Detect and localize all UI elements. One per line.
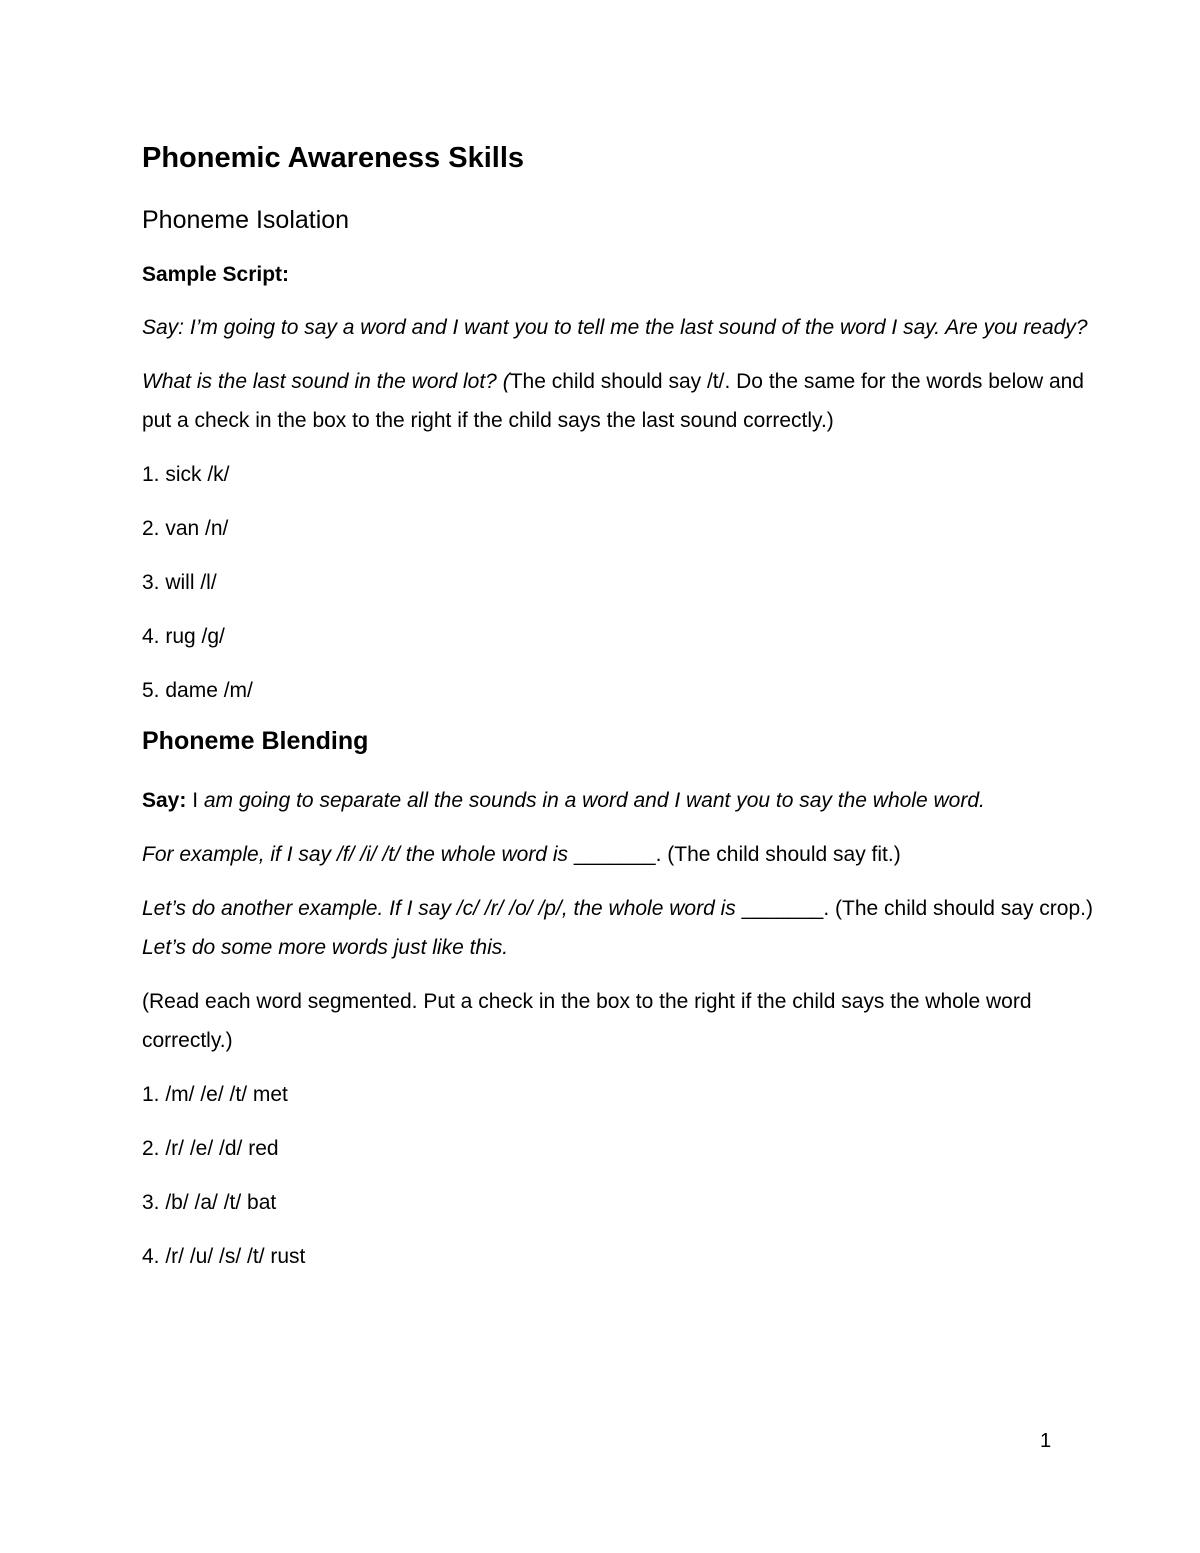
phoneme-blending-heading: Phoneme Blending <box>142 726 369 755</box>
isolation-question-rest: The child should say /t/. Do the same for the words below and put a check in the box to the right if the child says the last sound correctly.) <box>142 369 1084 432</box>
isolation-question-italic: What is the last sound in the word lot? ( <box>142 369 510 393</box>
isolation-word-list <box>142 455 1102 710</box>
document-body <box>142 140 1102 1291</box>
document-title: Phonemic Awareness Skills <box>142 142 525 174</box>
blending-word-list <box>142 1075 1102 1276</box>
list-item: 2. van /n/ <box>142 516 229 540</box>
say-plain: I <box>186 789 199 813</box>
say-italic: am going to separate all the sounds in a word and I want you to say the whole word. <box>198 789 985 813</box>
example-1-italic: For example, if I say /f/ /i/ /t/ the whole word is <box>142 843 568 867</box>
list-item: 4. rug /g/ <box>142 624 225 648</box>
page-number: 1 <box>1040 1430 1052 1452</box>
isolation-intro: Say: I’m going to say a word and I want you to tell me the last sound of the word I say. Are you ready? <box>142 315 1088 339</box>
blending-instruction: (Read each word segmented. Put a check in the box to the right if the child says the whole word correctly.) <box>142 990 1032 1053</box>
list-item: 1. /m/ /e/ /t/ met <box>142 1083 288 1107</box>
list-item: 3. /b/ /a/ /t/ bat <box>142 1191 277 1215</box>
list-item: 1. sick /k/ <box>142 462 230 486</box>
blending-example-2 <box>142 889 1102 967</box>
example-2-plain: _______. (The child should say crop.) <box>735 897 1093 921</box>
isolation-question <box>142 362 1102 440</box>
list-item: 2. /r/ /e/ /d/ red <box>142 1137 279 1161</box>
say-label: Say: <box>142 789 187 813</box>
example-1-rest: _______. (The child should say fit.) <box>568 843 901 867</box>
blending-say-paragraph <box>142 781 1102 820</box>
example-2-italic: Let’s do another example. If I say /c/ /r/ /o/ /p/, the whole word is <box>142 897 736 921</box>
list-item: 4. /r/ /u/ /s/ /t/ rust <box>142 1245 306 1269</box>
list-item: 3. will /l/ <box>142 570 217 594</box>
sample-script-label: Sample Script: <box>142 263 290 287</box>
blending-example-1 <box>142 835 1102 874</box>
phoneme-isolation-heading: Phoneme Isolation <box>142 205 350 234</box>
list-item: 5. dame /m/ <box>142 678 253 702</box>
example-2-italic-end: Let’s do some more words just like this. <box>142 936 509 960</box>
